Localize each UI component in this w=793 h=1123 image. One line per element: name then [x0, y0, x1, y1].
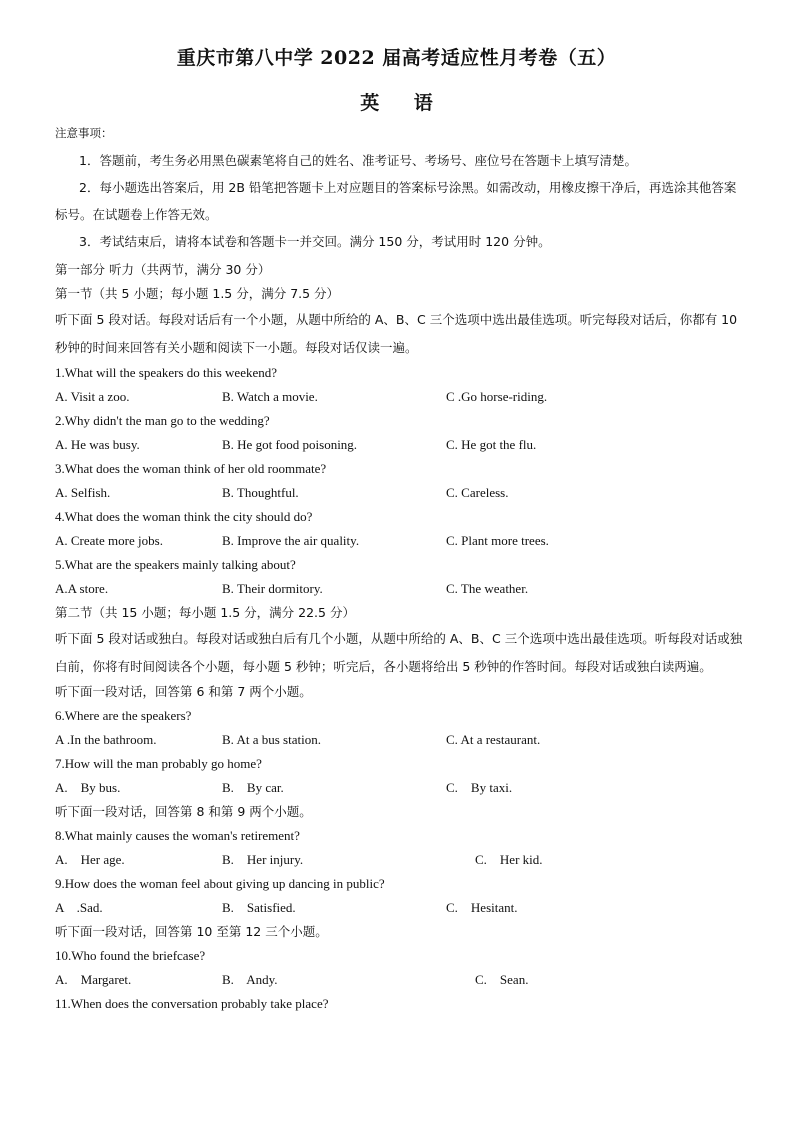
option-b: B. Satisfied.: [222, 900, 296, 915]
notice-heading: 注意事项：: [55, 126, 113, 140]
option-b: B. Her injury.: [222, 852, 304, 867]
option-b: B. Watch a movie.: [222, 389, 318, 404]
option-b: B. Improve the air quality.: [222, 533, 360, 548]
question-text: 4.What does the woman think the city should do?: [55, 509, 313, 524]
question-text: 5.What are the speakers mainly talking about?: [55, 557, 296, 572]
question-5: [55, 553, 745, 601]
option-b: B. Their dormitory.: [222, 581, 323, 596]
option-b: B. Andy.: [222, 972, 278, 987]
question-text: 1.What will the speakers do this weekend?: [55, 365, 278, 380]
notice-item-3: 3．考试结束后，请将本试卷和答题卡一并交回。满分 150 分，考试用时 120 分钟。: [79, 234, 551, 249]
option-c: C. By taxi.: [446, 780, 513, 795]
option-b: B. He got food poisoning.: [222, 437, 358, 452]
group-intro: 听下面一段对话，回答第 10 至第 12 三个小题。: [55, 924, 328, 939]
option-b: B. By car.: [222, 780, 284, 795]
option-c: C. Sean.: [475, 972, 529, 987]
options-row: [55, 577, 745, 601]
question-text: 6.Where are the speakers?: [55, 708, 192, 723]
option-c: C. Her kid.: [475, 852, 543, 867]
options-row: [55, 968, 745, 992]
question-2: [55, 409, 745, 457]
notice-item-2: 2．每小题选出答案后，用 2B 铅笔把答题卡上对应题目的答案标号涂黑。如需改动，用橡皮擦干净后，再选涂其他答案标号。在试题卷上作答无效。: [55, 180, 737, 222]
question-8: [55, 824, 745, 872]
question-text: 10.Who found the briefcase?: [55, 948, 206, 963]
question-9: [55, 872, 745, 920]
section2-directions: 听下面 5 段对话或独白。每段对话或独白后有几个小题，从题中所给的 A、B、C 三个选项中选出最佳选项。听每段对话或独白前，你将有时间阅读各个小题，每小题 5 秒钟；听完后，各小题将给出 5 秒钟的作答时间。每段对话或独白读两遍。: [55, 631, 743, 674]
notice-block: [55, 120, 740, 255]
question-text: 11.When does the conversation probably take place?: [55, 996, 329, 1011]
option-a: A. Margaret.: [55, 972, 132, 987]
option-c: C .Go horse-riding.: [446, 389, 548, 404]
option-a: A. Her age.: [55, 852, 125, 867]
question-text: 3.What does the woman think of her old roommate?: [55, 461, 327, 476]
options-row: [55, 848, 745, 872]
option-c: C. He got the flu.: [446, 437, 537, 452]
option-c: C. The weather.: [446, 581, 529, 596]
question-10: [55, 944, 745, 992]
section1-directions: 听下面 5 段对话。每段对话后有一个小题，从题中所给的 A、B、C 三个选项中选出最佳选项。听完每段对话后，你都有 10 秒钟的时间来回答有关小题和阅读下一小题。每段对话仅读一遍。: [55, 312, 738, 355]
group-intro: 听下面一段对话，回答第 8 和第 9 两个小题。: [55, 804, 312, 819]
question-1: [55, 361, 745, 409]
option-a: A. Selfish.: [55, 485, 111, 500]
question-11: [55, 992, 745, 1016]
question-7: [55, 752, 745, 800]
option-a: A. He was busy.: [55, 437, 140, 452]
options-row: [55, 896, 745, 920]
listening-part: [55, 258, 745, 1016]
question-text: 7.How will the man probably go home?: [55, 756, 262, 771]
option-a: A. Visit a zoo.: [55, 389, 130, 404]
options-row: [55, 433, 745, 457]
question-3: [55, 457, 745, 505]
options-row: [55, 481, 745, 505]
option-a: A .Sad.: [55, 900, 103, 915]
exam-title: 重庆市第八中学 2022 届高考适应性月考卷（五）: [176, 47, 617, 69]
option-c: C. Hesitant.: [446, 900, 518, 915]
option-a: A. Create more jobs.: [55, 533, 163, 548]
options-row: [55, 776, 745, 800]
section1-heading: 第一节（共 5 小题；每小题 1.5 分，满分 7.5 分）: [55, 286, 340, 301]
option-a: A. By bus.: [55, 780, 121, 795]
option-a: A .In the bathroom.: [55, 732, 157, 747]
options-row: [55, 385, 745, 409]
option-a: A.A store.: [55, 581, 109, 596]
option-b: B. Thoughtful.: [222, 485, 299, 500]
option-c: C. Plant more trees.: [446, 533, 549, 548]
question-text: 9.How does the woman feel about giving up dancing in public?: [55, 876, 385, 891]
question-text: 8.What mainly causes the woman's retirement?: [55, 828, 300, 843]
section2-heading: 第二节（共 15 小题；每小题 1.5 分，满分 22.5 分）: [55, 605, 355, 620]
options-row: [55, 529, 745, 553]
notice-item-1: 1．答题前，考生务必用黑色碳素笔将自己的姓名、准考证号、考场号、座位号在答题卡上填写清楚。: [79, 153, 637, 168]
options-row: [55, 728, 745, 752]
question-text: 2.Why didn't the man go to the wedding?: [55, 413, 270, 428]
group-intro: 听下面一段对话，回答第 6 和第 7 两个小题。: [55, 684, 312, 699]
part-heading: 第一部分 听力（共两节，满分 30 分）: [55, 262, 271, 277]
question-4: [55, 505, 745, 553]
option-c: C. At a restaurant.: [446, 732, 541, 747]
option-c: C. Careless.: [446, 485, 509, 500]
question-6: [55, 704, 745, 752]
option-b: B. At a bus station.: [222, 732, 321, 747]
subject-title: 英 语: [360, 92, 447, 114]
